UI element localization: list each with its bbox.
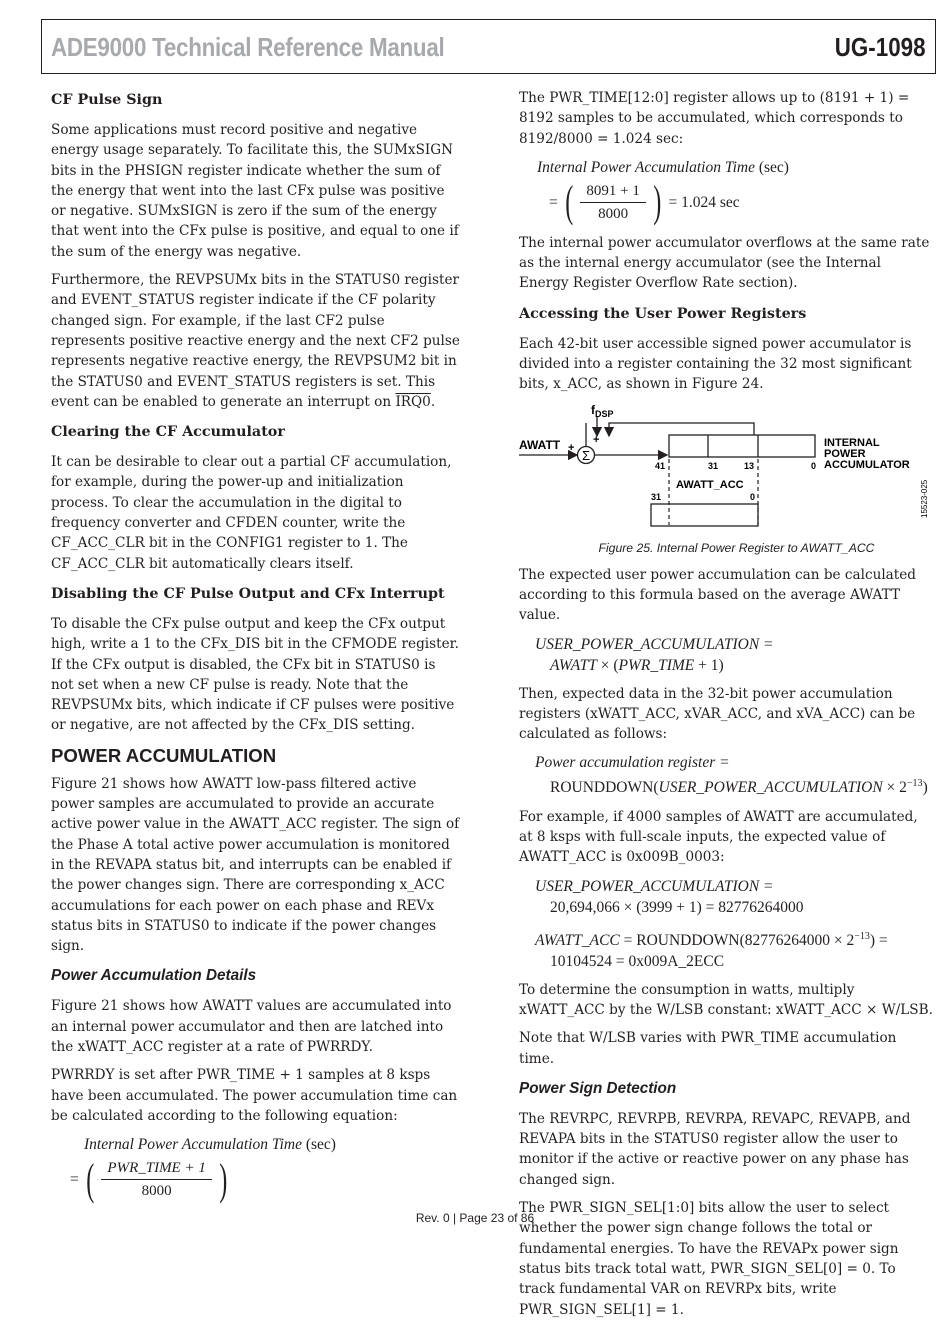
- internal-label-1: INTERNAL: [824, 436, 880, 449]
- heading-accessing-user-power-registers: Accessing the User Power Registers: [519, 305, 807, 322]
- heading-clearing-cf-accumulator: Clearing the CF Accumulator: [51, 424, 285, 441]
- heading-power-sign-detection: Power Sign Detection: [519, 1079, 677, 1097]
- figure-side-code: 15523-025: [920, 479, 929, 518]
- equation-line: ROUNDDOWN(USER_POWER_ACCUMULATION × $2^{-13}$): [550, 778, 928, 797]
- paragraph: The expected user power accumulation can be calculated according to this formula based on the average AWATT value.: [519, 566, 916, 624]
- equation-line: 20,694,066 × (3999 + 1) = 82776264000: [550, 898, 804, 916]
- manual-title: ADE9000 Technical Reference Manual: [51, 32, 445, 62]
- internal-label-2: POWER: [824, 447, 866, 460]
- right-paren-icon: ): [219, 1154, 228, 1204]
- paragraph-end: .: [430, 393, 436, 410]
- awatt-input-label: AWATT: [519, 437, 561, 452]
- page-footer: Rev. 0 | Page 23 of 86: [415, 1211, 535, 1225]
- equation-result: = 1.024 sec: [668, 193, 740, 211]
- right-column: [519, 88, 934, 1328]
- paragraph: PWRRDY is set after PWR_TIME + 1 samples at 8 ksps have been accumulated. The power accumulation time can be calculated according to the following equation:: [51, 1067, 458, 1124]
- bit-label-31: 31: [708, 460, 719, 471]
- equation-label: Internal Power Accumulation Time: [84, 1136, 302, 1154]
- awatt-acc-register: [651, 504, 758, 526]
- bit-label-41: 41: [655, 460, 666, 471]
- left-paren-icon: (: [86, 1154, 95, 1204]
- heading-disabling-cf-pulse: Disabling the CF Pulse Output and CFx Interrupt: [51, 585, 445, 602]
- figure-caption: Figure 25. Internal Power Register to AWATT_ACC: [598, 540, 875, 555]
- irq0-signal: IRQ0: [395, 393, 431, 410]
- left-paren-icon: (: [565, 177, 574, 227]
- equation-max-time: [519, 157, 934, 225]
- internal-accumulator-register: [669, 435, 815, 457]
- paragraph: The PWR_SIGN_SEL[1:0] bits allow the user to select whether the power sign change follows the total or fundamental energies. To have the REVAPx power sign status bits track total watt, PWR_SIGN_SEL[0] = 0. To track fundamental VAR on REVRPx bits, write PWR_SIGN_SEL[1] = 1.: [519, 1200, 899, 1318]
- paragraph: Figure 21 shows how AWATT values are accumulated into an internal power accumulator and then are latched into the xWATT_ACC register at a rate of PWRRDY.: [51, 998, 452, 1055]
- equation-unit: (sec): [301, 1136, 336, 1154]
- equation-user-power-accumulation: [519, 634, 934, 676]
- plus-sign: +: [568, 441, 575, 454]
- paragraph-text: Furthermore, the REVPSUMx bits in the STATUS0 register and EVENT_STATUS register indicate if the CF polarity changed sign. For example, if the last CF2 pulse represents positive reactive energy and the next CF2 pulse represents negative reactive energy, the REVPSUM2 bit in the STATUS0 and EVENT_STATUS registers is set. This event can be enabled to generate an interrupt on: [51, 272, 460, 410]
- bit-label-31: 31: [651, 491, 662, 502]
- bit-label-13: 13: [744, 460, 755, 471]
- equation-line: 10104524 = 0x009A_2ECC: [550, 952, 725, 970]
- equals-sign: =: [549, 193, 558, 211]
- equation-label: Internal Power Accumulation Time: [537, 158, 755, 176]
- heading-power-accumulation-details: Power Accumulation Details: [51, 967, 257, 985]
- right-paren-icon: ): [653, 177, 662, 227]
- heading-power-accumulation: POWER ACCUMULATION: [51, 744, 277, 766]
- plus-sign: +: [593, 433, 600, 446]
- equation-line: AWATT_ACC = ROUNDDOWN(82776264000 × $2^{-13}$) =: [535, 930, 888, 949]
- sigma-icon: Σ: [581, 447, 591, 463]
- equation-accumulation-time: [51, 1134, 461, 1202]
- fraction: [101, 1157, 211, 1202]
- paragraph: Then, expected data in the 32-bit power accumulation registers (xWATT_ACC, xVAR_ACC, and xVA_ACC) can be calculated as follows:: [519, 685, 916, 743]
- fraction-numerator: PWR_TIME + 1: [101, 1157, 211, 1180]
- equation-line: Power accumulation register =: [535, 754, 730, 772]
- paragraph: It can be desirable to clear out a partial CF accumulation, for example, during the power-up and initialization process. To clear the accumulation in the digital to frequency converter and CFDEN counter, write the CF_ACC_CLR bit in the CONFIG1 register to 1. The CF_ACC_CLR bit automatically clears itself.: [51, 454, 452, 572]
- fdsp-label: $f_{DSP}$: [591, 402, 614, 419]
- bit-label-0: 0: [750, 491, 756, 502]
- fraction-denominator: 8000: [598, 205, 629, 222]
- paragraph: The internal power accumulator overflows at the same rate as the internal energy accumulator (see the Internal Energy Register Overflow Rate section).: [519, 234, 930, 292]
- paragraph: [51, 270, 461, 412]
- equation-line: USER_POWER_ACCUMULATION =: [535, 635, 774, 653]
- paragraph: For example, if 4000 samples of AWATT are accumulated, at 8 ksps with full-scale inputs, the expected value of AWATT_ACC is 0x009B_0003:: [519, 808, 918, 866]
- equation-line: AWATT × (PWR_TIME + 1): [550, 656, 724, 674]
- paragraph: Each 42-bit user accessible signed power accumulator is divided into a register containing the 32 most significant bits, x_ACC, as shown in Figure 24.: [519, 335, 912, 393]
- equation-line: USER_POWER_ACCUMULATION =: [535, 877, 774, 895]
- internal-label-3: ACCUMULATOR: [824, 458, 910, 471]
- equation-example-result: [519, 926, 934, 972]
- awatt-acc-label: AWATT_ACC: [676, 478, 744, 491]
- document-code: UG-1098: [834, 32, 925, 62]
- left-column: [51, 88, 461, 1210]
- bit-label-0: 0: [811, 460, 817, 471]
- paragraph: The REVRPC, REVRPB, REVRPA, REVAPC, REVAPB, and REVAPA bits in the STATUS0 register allow the user to monitor if the active or reactive power on any phase has changed sign.: [519, 1110, 911, 1188]
- fraction: [580, 180, 645, 225]
- paragraph: To disable the CFx pulse output and keep the CFx output high, write a 1 to the CFx_DIS bit in the CFMODE register. If the CFx output is disabled, the CFx bit in STATUS0 is not set when a new CF pulse is ready. Note that the REVPSUMx bits, which indicate if CF pulses were positive or negative, are not affected by the CFx_DIS setting.: [51, 615, 459, 734]
- equation-unit: (sec): [754, 158, 789, 176]
- page-header: [41, 19, 936, 74]
- fraction-denominator: 8000: [141, 1183, 172, 1200]
- paragraph: To determine the consumption in watts, multiply xWATT_ACC by the W/LSB constant: xWATT_ACC × W/LSB.: [519, 981, 933, 1018]
- equals-sign: =: [70, 1171, 79, 1189]
- power-register-diagram: [519, 403, 934, 533]
- equation-example-accumulation: [519, 876, 934, 918]
- fraction-numerator: 8091 + 1: [580, 180, 645, 203]
- paragraph: Figure 21 shows how AWATT low-pass filtered active power samples are accumulated to provide an accurate active power value in the AWATT_ACC register. The sign of the Phase A total active power accumulation is monitored in the REVAPA status bit, and interrupts can be enabled if the power changes sign. There are corresponding x_ACC accumulations for each power on each phase and REVx status bits in STATUS0 to indicate if the power changes sign.: [51, 775, 460, 955]
- paragraph: Some applications must record positive and negative energy usage separately. To facilitate this, the SUMxSIGN bits in the PHSIGN register indicate whether the sum of the energy that went into the last CFx pulse was positive or negative. SUMxSIGN is zero if the sum of the energy that went into the CFx pulse is positive, and equal to one if the sum of the energy was negative.: [51, 122, 459, 260]
- feedback-arrow: [609, 423, 754, 436]
- paragraph: Note that W/LSB varies with PWR_TIME accumulation time.: [519, 1030, 897, 1067]
- equation-register-value: [519, 752, 934, 798]
- heading-cf-pulse-sign: CF Pulse Sign: [51, 92, 163, 108]
- paragraph: The PWR_TIME[12:0] register allows up to (8191 + 1) = 8192 samples to be accumulated, which corresponds to 8192/8000 = 1.024 sec:: [519, 90, 910, 147]
